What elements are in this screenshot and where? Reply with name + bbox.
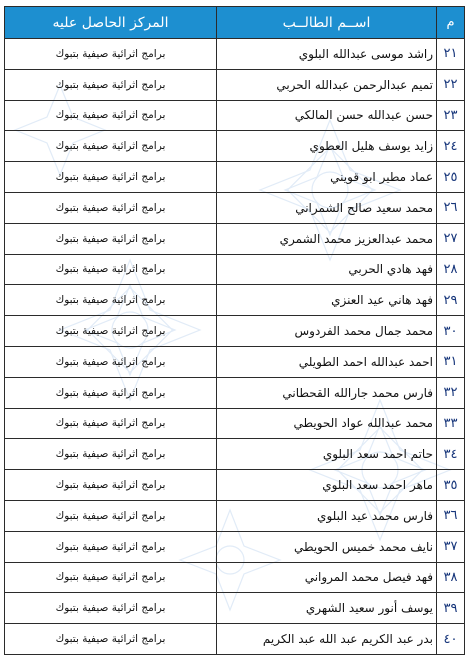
- row-number: ٣٤: [437, 439, 465, 470]
- student-name: فهد هادي الحربي: [217, 254, 437, 285]
- table-body: [5, 39, 465, 655]
- students-table: [4, 6, 465, 655]
- student-name: نايف محمد خميس الحويطي: [217, 531, 437, 562]
- student-name: محمد سعيد صالح الشمراني: [217, 192, 437, 223]
- student-name: فهد فيصل محمد المرواني: [217, 562, 437, 593]
- center-name: برامج اثرائية صيفية بتبوك: [5, 131, 217, 162]
- student-name: راشد موسى عبدالله البلوي: [217, 39, 437, 70]
- row-number: ٢٤: [437, 131, 465, 162]
- student-name: حسن عبدالله حسن المالكي: [217, 100, 437, 131]
- row-number: ٣٣: [437, 408, 465, 439]
- center-name: برامج اثرائية صيفية بتبوك: [5, 531, 217, 562]
- student-name: ماهر احمد سعد البلوي: [217, 470, 437, 501]
- table-row: [5, 254, 465, 285]
- student-name: حاتم احمد سعد البلوي: [217, 439, 437, 470]
- row-number: ٣٢: [437, 377, 465, 408]
- center-name: برامج اثرائية صيفية بتبوك: [5, 500, 217, 531]
- center-name: برامج اثرائية صيفية بتبوك: [5, 470, 217, 501]
- center-name: برامج اثرائية صيفية بتبوك: [5, 223, 217, 254]
- table-row: [5, 131, 465, 162]
- center-name: برامج اثرائية صيفية بتبوك: [5, 593, 217, 624]
- table-row: [5, 531, 465, 562]
- row-number: ٢٢: [437, 69, 465, 100]
- row-number: ٣١: [437, 346, 465, 377]
- row-number: ٣٠: [437, 316, 465, 347]
- student-name: فهد هاني عيد العنزي: [217, 285, 437, 316]
- center-name: برامج اثرائية صيفية بتبوك: [5, 439, 217, 470]
- table-row: [5, 316, 465, 347]
- center-name: برامج اثرائية صيفية بتبوك: [5, 624, 217, 655]
- row-number: ٣٩: [437, 593, 465, 624]
- student-name: عماد مطير ابو قويني: [217, 162, 437, 193]
- row-number: ٢٨: [437, 254, 465, 285]
- row-number: ٣٨: [437, 562, 465, 593]
- row-number: ٣٥: [437, 470, 465, 501]
- row-number: ٢٥: [437, 162, 465, 193]
- center-name: برامج اثرائية صيفية بتبوك: [5, 162, 217, 193]
- student-name: يوسف أنور سعيد الشهري: [217, 593, 437, 624]
- student-name: محمد جمال محمد الفردوس: [217, 316, 437, 347]
- table-row: [5, 593, 465, 624]
- center-name: برامج اثرائية صيفية بتبوك: [5, 346, 217, 377]
- table-row: [5, 408, 465, 439]
- table-header-row: [5, 7, 465, 39]
- header-student-name: اســم الطالــب: [217, 7, 437, 39]
- student-name: محمد عبدالله عواد الحويطي: [217, 408, 437, 439]
- table-row: [5, 470, 465, 501]
- table-row: [5, 500, 465, 531]
- table-row: [5, 100, 465, 131]
- header-number: م: [437, 7, 465, 39]
- row-number: ٣٦: [437, 500, 465, 531]
- center-name: برامج اثرائية صيفية بتبوك: [5, 39, 217, 70]
- row-number: ٢٦: [437, 192, 465, 223]
- table-row: [5, 223, 465, 254]
- student-name: زايد يوسف هليل العطوي: [217, 131, 437, 162]
- student-name: محمد عبدالعزيز محمد الشمري: [217, 223, 437, 254]
- row-number: ٣٧: [437, 531, 465, 562]
- table-row: [5, 439, 465, 470]
- center-name: برامج اثرائية صيفية بتبوك: [5, 285, 217, 316]
- student-name: فارس محمد عيد البلوي: [217, 500, 437, 531]
- student-name: فارس محمد جارالله القحطاني: [217, 377, 437, 408]
- student-name: احمد عبدالله احمد الطويلي: [217, 346, 437, 377]
- student-name: تميم عبدالرحمن عبدالله الحربي: [217, 69, 437, 100]
- table-row: [5, 346, 465, 377]
- row-number: ٢١: [437, 39, 465, 70]
- row-number: ٢٧: [437, 223, 465, 254]
- center-name: برامج اثرائية صيفية بتبوك: [5, 408, 217, 439]
- center-name: برامج اثرائية صيفية بتبوك: [5, 316, 217, 347]
- row-number: ٢٣: [437, 100, 465, 131]
- table-row: [5, 162, 465, 193]
- row-number: ٤٠: [437, 624, 465, 655]
- table-row: [5, 39, 465, 70]
- header-center: المركز الحاصل عليه: [5, 7, 217, 39]
- table-row: [5, 562, 465, 593]
- table-row: [5, 377, 465, 408]
- center-name: برامج اثرائية صيفية بتبوك: [5, 69, 217, 100]
- center-name: برامج اثرائية صيفية بتبوك: [5, 254, 217, 285]
- table-row: [5, 192, 465, 223]
- row-number: ٢٩: [437, 285, 465, 316]
- center-name: برامج اثرائية صيفية بتبوك: [5, 192, 217, 223]
- student-name: بدر عبد الكريم عبد الله عبد الكريم: [217, 624, 437, 655]
- table-row: [5, 285, 465, 316]
- table-row: [5, 69, 465, 100]
- table-row: [5, 624, 465, 655]
- center-name: برامج اثرائية صيفية بتبوك: [5, 377, 217, 408]
- center-name: برامج اثرائية صيفية بتبوك: [5, 100, 217, 131]
- center-name: برامج اثرائية صيفية بتبوك: [5, 562, 217, 593]
